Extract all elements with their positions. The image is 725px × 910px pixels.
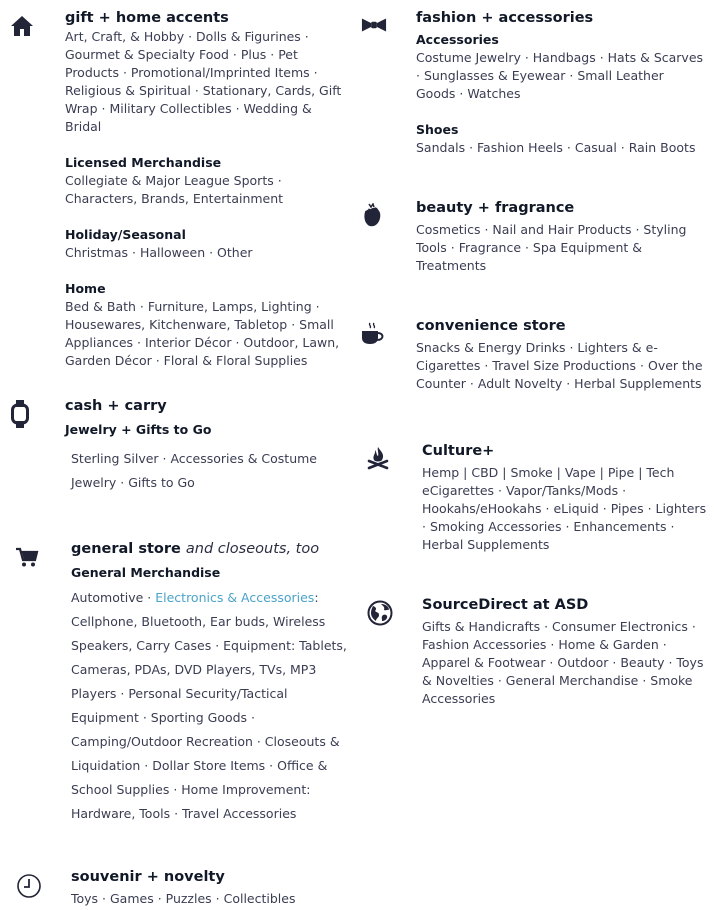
holiday-seasonal-title: Holiday/Seasonal [65,227,186,242]
rose-icon [359,203,385,229]
cash-carry-subtitle: Jewelry + Gifts to Go [65,422,212,437]
fashion-accessories-title: fashion + accessories [416,10,594,26]
clock-icon [16,873,42,899]
general-store-title-main: general store [71,541,181,557]
sourcedirect-section [422,595,712,708]
general-merchandise-text-start: Automotive · [71,590,156,605]
general-store-title [71,539,356,559]
sourcedirect-title: SourceDirect at ASD [422,597,589,613]
accessories-text: Costume Jewelry · Handbags · Hats & Scarves · Sunglasses & Eyewear · Small Leather Goods · Watches [416,50,704,101]
cash-carry-section [65,396,350,495]
house-icon [9,13,35,39]
gift-home-section [65,8,350,370]
convenience-store-section [416,316,706,393]
licensed-merchandise-text: Collegiate & Major League Sports · Characters, Brands, Entertainment [65,173,284,206]
general-merchandise-title: General Merchandise [71,565,221,580]
gift-home-text: Art, Craft, & Hobby · Dolls & Figurines · Gourmet & Specialty Food · Plus · Pet Products · Promotional/Imprinted Items · Religious & Spiritual · Stationary, Cards, Gift Wrap · Military Collectibles · Wedding & Bridal [65,29,342,134]
general-merchandise-text [71,586,351,826]
beauty-fragrance-title: beauty + fragrance [416,200,575,216]
culture-title: Culture+ [422,443,495,459]
cash-carry-text: Sterling Silver · Accessories & Costume Jewelry · Gifts to Go [71,451,317,490]
home-text: Bed & Bath · Furniture, Lamps, Lighting · Housewares, Kitchenware, Tabletop · Small Appliances · Interior Décor · Outdoor, Lawn, Garden Décor · Floral & Floral Supplies [65,299,340,368]
holiday-seasonal-text: Christmas · Halloween · Other [65,245,253,260]
globe-icon [367,600,393,626]
sourcedirect-text: Gifts & Handicrafts · Consumer Electronics · Fashion Accessories · Home & Garden · Apparel & Footwear · Outdoor · Beauty · Toys & Novelties · General Merchandise · Smoke Accessories [422,619,704,706]
watch-icon [7,401,33,427]
convenience-store-title: convenience store [416,318,566,334]
shopping-cart-icon [14,544,40,570]
shoes-text: Sandals · Fashion Heels · Casual · Rain Boots [416,140,696,155]
beauty-fragrance-section [416,198,706,275]
cash-carry-title: cash + carry [65,398,167,414]
culture-text: Hemp | CBD | Smoke | Vape | Pipe | Tech eCigarettes · Vapor/Tanks/Mods · Hookahs/eHookahs · eLiquid · Pipes · Lighters · Smoking Accessories · Enhancements · Herbal Supplements [422,465,707,552]
general-merchandise-text-rest: : Cellphone, Bluetooth, Ear buds, Wireless Speakers, Carry Cases · Equipment: Tablets, Cameras, PDAs, DVD Players, TVs, MP3 Players · Personal Security/Tactical Equipment · Sporting Goods · Camping/Outdoor Recreation · Closeouts & Liquidation · Dollar Store Items · Office & School Supplies · Home Improvement: Hardware, Tools · Travel Accessories [71,590,347,821]
fashion-accessories-section [416,8,706,157]
general-store-section [71,539,356,826]
souvenir-novelty-section [71,867,356,908]
souvenir-novelty-title: souvenir + novelty [71,869,225,885]
culture-section [422,441,712,554]
campfire-icon [365,445,391,471]
gift-home-title: gift + home accents [65,10,229,26]
coffee-cup-icon [360,321,386,347]
general-store-title-suffix: and closeouts, too [185,541,320,557]
home-title: Home [65,281,106,296]
souvenir-novelty-text: Toys · Games · Puzzles · Collectibles [71,891,296,906]
electronics-accessories-link[interactable]: Electronics & Accessories [155,590,315,605]
convenience-store-text: Snacks & Energy Drinks · Lighters & e-Cigarettes · Travel Size Productions · Over the Counter · Adult Novelty · Herbal Supplements [416,340,703,391]
beauty-fragrance-text: Cosmetics · Nail and Hair Products · Styling Tools · Fragrance · Spa Equipment & Treatments [416,222,687,273]
accessories-title: Accessories [416,32,499,47]
licensed-merchandise-title: Licensed Merchandise [65,155,222,170]
bowtie-icon [361,12,387,38]
shoes-title: Shoes [416,122,459,137]
